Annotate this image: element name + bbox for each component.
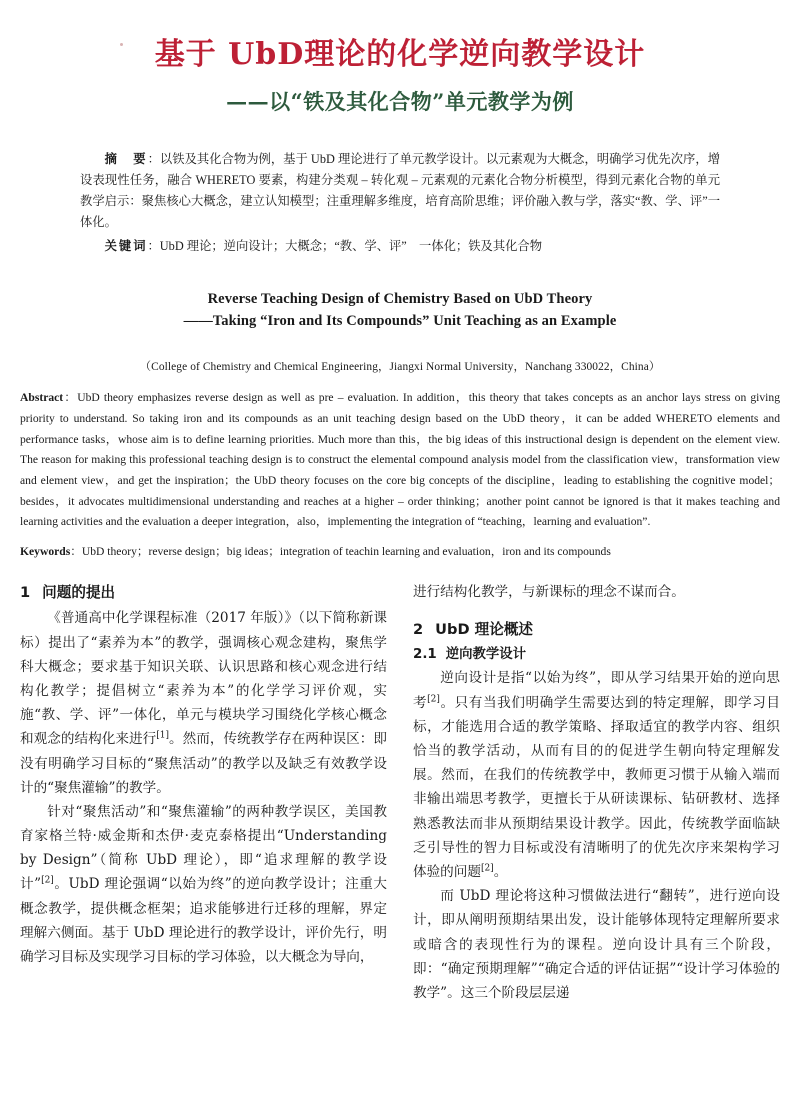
abstract-chinese-text: ：以铁及其化合物为例，基于 UbD 理论进行了单元教学设计。以元素观为大概念，明确学习优先次序，增设表现性任务，融合 WHERETO 要素，构建分类观 – 转化观 – 元素观的元素化合物分析模型，得到元素化合物的单元教学启示：聚焦核心大概念，建立认知模型；注重理解多维度，培育高阶思维；评价融入教与学，落实“教、学、评”一体化。: [80, 151, 720, 230]
paragraph-text-cont: 。然而，传统教学存在两种误区：即没有明确学习目标的“聚焦活动”的教学以及缺乏有效教学设计的“聚焦灌输”的教学。: [20, 731, 388, 796]
section-heading-2-1-title: 逆向教学设计: [445, 646, 527, 662]
citation-ref: [2]: [427, 694, 440, 705]
section-heading-2-title: UbD 理论概述: [435, 620, 534, 638]
section-heading-2-number: 2: [413, 620, 424, 638]
column-left: [20, 580, 387, 1005]
page-subtitle-chinese: ——以“铁及其化合物”单元教学为例: [226, 88, 574, 114]
affiliation: （College of Chemistry and Chemical Engineering，Jiangxi Normal University，Nanchang 330022，China）: [139, 361, 661, 374]
keywords-chinese-text: ：UbD 理论；逆向设计；大概念；“教、学、评” 一体化；铁及其化合物: [147, 239, 543, 254]
paragraph-continued: 进行结构化教学，与新课标的理念不谋而合。: [413, 584, 685, 601]
paragraph-text: 《普通高中化学课程标准（2017 年版）》（以下简称新课标）提出了“素养为本”的教学，强调核心观念建构，聚焦学科大概念；要求基于知识关联、认识思路和核心观念进行结构化教学；提倡树立“素养为本”的化学学习评价观，实施“教、学、评”一体化，单元与模块学习围绕化学核心概念和观念的结构化来进行: [20, 610, 387, 748]
keywords-chinese: [80, 236, 720, 257]
paragraph: [20, 606, 387, 800]
abstract-chinese: [80, 149, 720, 234]
keywords-english-label: Keywords: [20, 544, 71, 558]
paragraph-text-cont: 。UbD 理论强调“以始为终”的逆向教学设计；注重大概念教学，提供概念框架；追求能够进行迁移的理解，界定理解六侧面。基于 UbD 理论进行的教学设计，评价先行，明确学习目标及实现学习目标的学习体验，以大概念为导向，: [20, 876, 388, 966]
section-heading-2-1: [413, 643, 780, 667]
column-right: [413, 580, 780, 1005]
keywords-english: [20, 542, 780, 563]
paragraph-text-cont: 。只有当我们明确学生需要达到的特定理解，即学习目标，才能选用合适的教学策略、择取适宜的教学内容、组织恰当的教学活动，从而有目的的促进学生朝向特定理解发展。然而，在我们的传统教学中，教师更习惯于从输入端而非输出端思考教学，更擅长于从研读课标、钻研教材、选择熟悉教法而非从预期结果设计教学。因此，传统教学面临缺乏引导性的智力目标或没有清晰明了的优先次序来架构学习体验的问题: [413, 694, 780, 880]
abstract-english-label: Abstract: [20, 391, 64, 405]
document-page: [0, 36, 800, 1102]
section-heading-1-title: 问题的提出: [42, 584, 116, 602]
section-heading-2: [413, 617, 780, 643]
abstract-chinese-label: 摘 要: [104, 151, 148, 166]
paragraph: [20, 800, 387, 969]
section-heading-1: [20, 580, 387, 606]
abstract-english-block: [20, 388, 780, 562]
page-title-english-line1: Reverse Teaching Design of Chemistry Based on UbD Theory: [207, 290, 593, 307]
page-title-chinese: 基于 UbD理论的化学逆向教学设计: [154, 37, 646, 72]
keywords-chinese-label: 关键词: [104, 239, 148, 254]
page-title-english-line2: ——Taking “Iron and Its Compounds” Unit Teaching as an Example: [183, 312, 617, 329]
keywords-english-text: ：UbD theory；reverse design；big ideas；integration of teachin learning and evaluation，iron and its compounds: [70, 544, 611, 558]
section-heading-2-1-number: 2.1: [413, 646, 437, 662]
abstract-english-text: ：UbD theory emphasizes reverse design as well as pre – evaluation. In addition，this theory that takes concepts as an anchor lays stress on giving priority to understand. So taking iron and its compounds as an unit teaching design based on the UbD theory，it can be added WHERETO elements and performance tasks，whose aim is to define learning priorities. Much more than this，the big ideas of this instructional design is dependent on the element view. The reason for making this professional teaching design is to construct the elemental compound analysis model from the classification view，transformation view and element view，and get the inspiration；the UbD theory focuses on the core big concepts of the discipline，leading to establishing the cognitive model；besides，it advocates multidimensional understanding and reaches at a higher – order thinking；another point cannot be ignored is that it makes teaching and learning activities and the evaluation a deeper integration，also，implementing the integration of “teaching，learning and evaluation”.: [20, 391, 780, 529]
paragraph-text: 逆向设计是指“以始为终”，即从学习结果开始的逆向思考: [413, 670, 780, 711]
scan-speck: [120, 43, 123, 46]
section-heading-1-number: 1: [20, 584, 31, 602]
paragraph-text: 针对“聚焦活动”和“聚焦灌输”的两种教学误区，美国教育家格兰特·威金斯和杰伊·麦克泰格提出“Understanding by Design”（简称 UbD 理论），即“追求理解的教学设计”: [20, 803, 387, 893]
body-columns: [20, 580, 780, 1005]
citation-ref: [2]: [480, 863, 494, 874]
paragraph: [413, 666, 780, 884]
abstract-english: [20, 388, 780, 532]
abstract-chinese-block: [80, 149, 720, 258]
citation-ref: [1]: [156, 730, 169, 741]
paragraph-text-end: 。: [493, 863, 508, 880]
page-title-english: [70, 288, 730, 333]
paragraph: 而 UbD 理论将这种习惯做法进行“翻转”，进行逆向设计，即从阐明预期结果出发，设计能够体现特定理解所要求或暗含的表现性行为的课程。逆向设计具有三个阶段，即：“确定预期理解”“确定合适的评估证据”“设计学习体验的教学”。这三个阶段层层递: [413, 888, 780, 1001]
citation-ref: [2]: [41, 875, 54, 886]
